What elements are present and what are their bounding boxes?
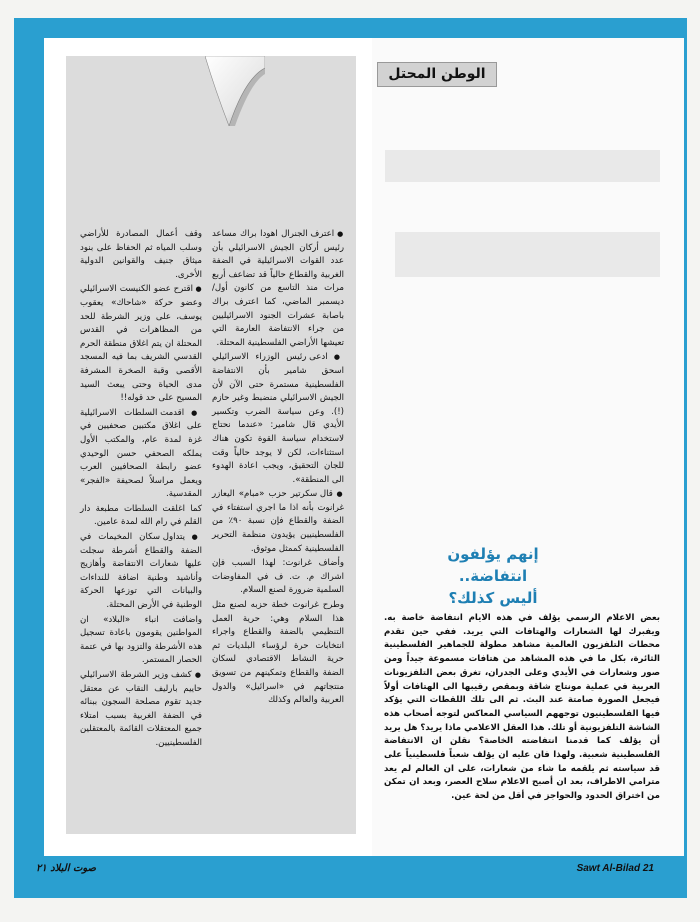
ghost-show-through-2 [395,232,660,277]
headline-line-2: أليس كذلك؟ [448,589,538,607]
brief-paragraph: واضافت انباء «البلاد» ان المواطنين يقومون باعادة تسجيل هذه الأشرطة والتزود بها في عتمة الحصار المستمر. [80,614,202,666]
brief-paragraph: ● كشف وزير الشرطة الاسرائيلي حاييم بارليف النقاب عن معتقل جديد تقوم مصلحة السجون ببنائه في الضفة الغربية بسبب امتلاء جميع المعتقلات القائمة بالمعتقلين الفلسطينيين. [80,669,202,751]
footer-arabic-page-label: صوت البلاد ٢١ [36,863,97,874]
headline-line-1: إنهم يؤلفون انتفاضة.. [447,545,539,585]
page-curl-graphic [205,56,265,126]
brief-paragraph: وطرح غرانوت خطة حزبه لصنع مثل هذا السلام وهي: حرية العمل التنظيمي بالضفة والقطاع واجراء انتخابات حرة لرؤساء البلديات ثم حرية النشاط الاقتصادي لسكان الضفة والقطاع وتمكينهم من تسويق منتجاتهم في «اسرائيل» والدول العربية والعالم وكذلك [212,600,344,706]
ghost-show-through-1 [385,150,660,182]
brief-paragraph: وقف أعمال المصادرة للأراضي وسلب المياه ثم الحفاظ على بنود ميثاق جنيف والقوانين الدولية الأخرى. [80,229,202,280]
brief-paragraph: ● اقترح عضو الكنيست الاسرائيلي وعضو حركة «شاحاك» يعقوب يوسف، على وزير الشرطة للحد من المظاهرات في القدس المحتلة ان يتم اغلاق منطقة الحرم القدسي الشريف بما فيه المسجد الأقصى وقبة الصخرة المشرفة مدى الحياة وحتى يبعث السيد المسيح على حد قوله!! [80,283,202,405]
brief-paragraph: ● ادعى رئيس الوزراء الاسرائيلي اسحق شامير بأن الانتفاضة الفلسطينية مستمرة حتى الآن لأن الجيش الاسرائيلي منضبط وغير حازم (!). وعن سياسة الضرب وتكسير الأيدي قال شامير: «عندما نحتاج لاستخدام سياسة القوة تكون هناك استثناءات، لكن لا يوجد حالياً وقت للجان التحقيق، ويجب اعادة الهدوء الى المنطقة». [212,351,344,487]
brief-paragraph: كما اغلقت السلطات مطبعة دار القلم في رام الله لمدة عامين. [80,503,202,528]
brief-paragraph: وأضاف غرانوت: لهذا السبب فإن اشراك م. ت. ف في المفاوضات السلمية ضرورة لصنع السلام. [212,558,344,596]
brief-paragraph: ● اعترف الجنرال اهودا براك مساعد رئيس أركان الجيش الاسرائيلي بأن عدد القوات الاسرائيلية في الضفة الغربية والقطاع حالياً قد تضاعف أربع مرات منذ التاسع من كانون أول/ ديسمبر الماضي، كما اعترف براك باصابة عشرات الجنود الاسرائيليين من جراء الانتفاضة العارمة التي تعيشها الأراضي الفلسطينية المحتلة. [212,228,344,350]
briefs-left-column [80,228,202,752]
section-label: الوطن المحتل [377,62,497,87]
brief-paragraph: ● يتداول سكان المخيمات في الضفة والقطاع أشرطة سجلت عليها شعارات الانتفاضة وأهازيج وأناشيد وطنية اضافة للنداءات والبيانات التي توزعها الحركة الوطنية في الأرض المحتلة. [80,531,202,613]
brief-paragraph: ● قال سكرتير حزب «مبام» اليعازر غرانوت بأنه اذا ما اجري استفتاء في الضفة والقطاع فإن نسبة ٩٠٪ من الفلسطينيين يؤيدون منظمة التحرير الفلسطينية كممثل موثوق. [212,488,344,556]
brief-paragraph: ● اقدمت السلطات الاسرائيلية على اغلاق مكتبين صحفيين في غزة لمدة عام، والمكتب الأول يملكه الصحفي حسن الوحيدي عضو رابطة الصحافيين العرب ويعمل مراسلاً لصحيفة «الفجر» المقدسية. [80,407,202,502]
intro-article-text: بعض الاعلام الرسمي يؤلف في هذه الايام انتفاضة خاصة به. ويفبرك لها الشعارات والهتافات التي يريد. ففي حين تقدم محطات التلفزيون العالمية مشاهد مطولة للجماهير الفلسطينية الثائرة، بكل ما في هذه المشاهد من هتافات مسموعة جيداً ومن صور وشعارات في الأيدي وعلى الجدران، تغرق بعض التلفزيونات العربية في عملية مونتاج شاقة وبمقص رقيبها الى الهتافات أولاً فيجعل الصورة صامتة عند البث. ثم الى تلك اللقطات التي يؤكد فيها الفلسطينيون توجههم السياسي المعاكس لتوجه أصحاب هذه الشاشة التلفزيونية أو تلك. هذا العقل الاعلامي ماذا يريد؟ هل يريد أن يؤلف كما قدمنا انتفاضته الخاصة؟ نقلن ان الانتفاضة الفلسطينية شعبية. ولهذا فان عليه ان يؤلف شعباً فلسطينياً على قد سياسته ثم يلقمه ما شاء من شعارات، على ان العالم لم يعد مترامي الاطراف، بعد ان أصبح الاعلام سلاح العصر، وبعد ان تمكن من اختراق الحدود والحواجز في أقل من لحة عين. [384,613,660,802]
briefs-middle-column [212,228,344,709]
footer-latin-page-label: Sawt Al-Bilad 21 [576,863,654,874]
article-headline [418,543,568,609]
